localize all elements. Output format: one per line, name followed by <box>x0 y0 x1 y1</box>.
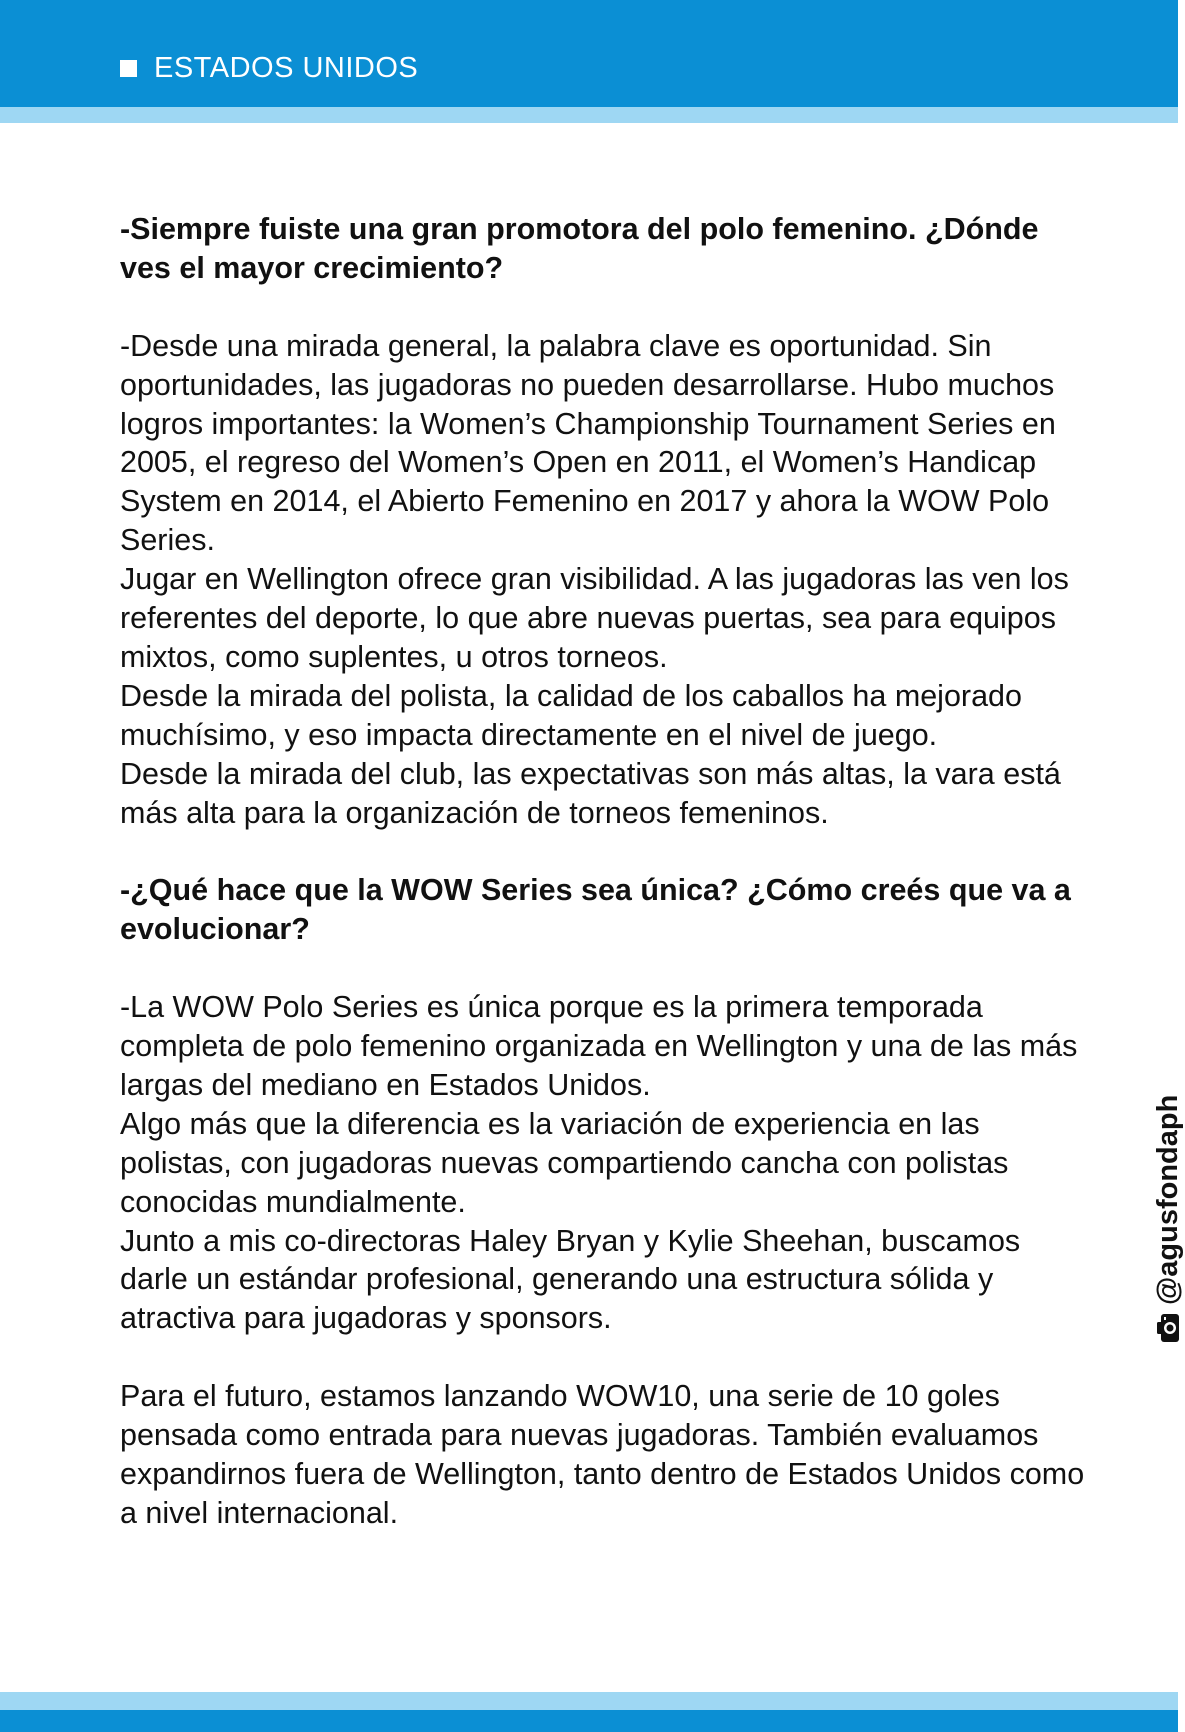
section-title: ESTADOS UNIDOS <box>154 51 419 84</box>
camera-icon <box>1156 1313 1180 1343</box>
answer-1 <box>120 327 1090 833</box>
answer-paragraph: Para el futuro, estamos lanzando WOW10, una serie de 10 goles pensada como entrada para nuevas jugadoras. También evaluamos expandirnos fuera de Wellington, tanto dentro de Estados Unidos como a nivel internacional. <box>120 1379 1085 1530</box>
section-label <box>120 46 418 90</box>
footer-bar <box>0 1710 1178 1732</box>
answer-paragraph: Desde la mirada del club, las expectativas son más altas, la vara está más alta para la organización de torneos femeninos. <box>120 756 1061 830</box>
header-stripe <box>0 107 1178 123</box>
closing-answer <box>120 1377 1090 1533</box>
square-icon <box>120 60 137 77</box>
question-1: -Siempre fuiste una gran promotora del polo femenino. ¿Dónde ves el mayor crecimiento? <box>120 212 1039 285</box>
footer-stripe <box>0 1692 1178 1710</box>
photo-credit <box>1153 1095 1183 1343</box>
answer-paragraph: -Desde una mirada general, la palabra clave es oportunidad. Sin oportunidades, las jugadoras no pueden desarrollarse. Hubo muchos logros importantes: la Women’s Championship Tournament Series en 2005, el regreso del Women’s Open en 2011, el Women’s Handicap System en 2014, el Abierto Femenino en 2017 y ahora la WOW Polo Series. <box>120 328 1056 558</box>
answer-paragraph: Jugar en Wellington ofrece gran visibilidad. A las jugadoras las ven los referentes del deporte, lo que abre nuevas puertas, sea para equipos mixtos, como suplentes, u otros torneos. <box>120 562 1069 674</box>
answer-paragraph: -La WOW Polo Series es única porque es la primera temporada completa de polo femenino organizada en Wellington y una de las más largas del mediano en Estados Unidos. <box>120 990 1078 1102</box>
article-body <box>120 210 1090 1572</box>
credit-handle: @agusfondaph <box>1151 1094 1184 1305</box>
question-2: -¿Qué hace que la WOW Series sea única? ¿Cómo creés que va a evolucionar? <box>120 873 1071 947</box>
answer-paragraph: Algo más que la diferencia es la variación de experiencia en las polistas, con jugadoras nuevas compartiendo cancha con polistas conocidas mundialmente. <box>120 1106 1009 1219</box>
answer-paragraph: Junto a mis co-directoras Haley Bryan y Kylie Sheehan, buscamos darle un estándar profesional, generando una estructura sólida y atractiva para jugadoras y sponsors. <box>120 1223 1021 1336</box>
answer-paragraph: Desde la mirada del polista, la calidad de los caballos ha mejorado muchísimo, y eso impacta directamente en el nivel de juego. <box>120 678 1022 752</box>
answer-2 <box>120 988 1090 1338</box>
